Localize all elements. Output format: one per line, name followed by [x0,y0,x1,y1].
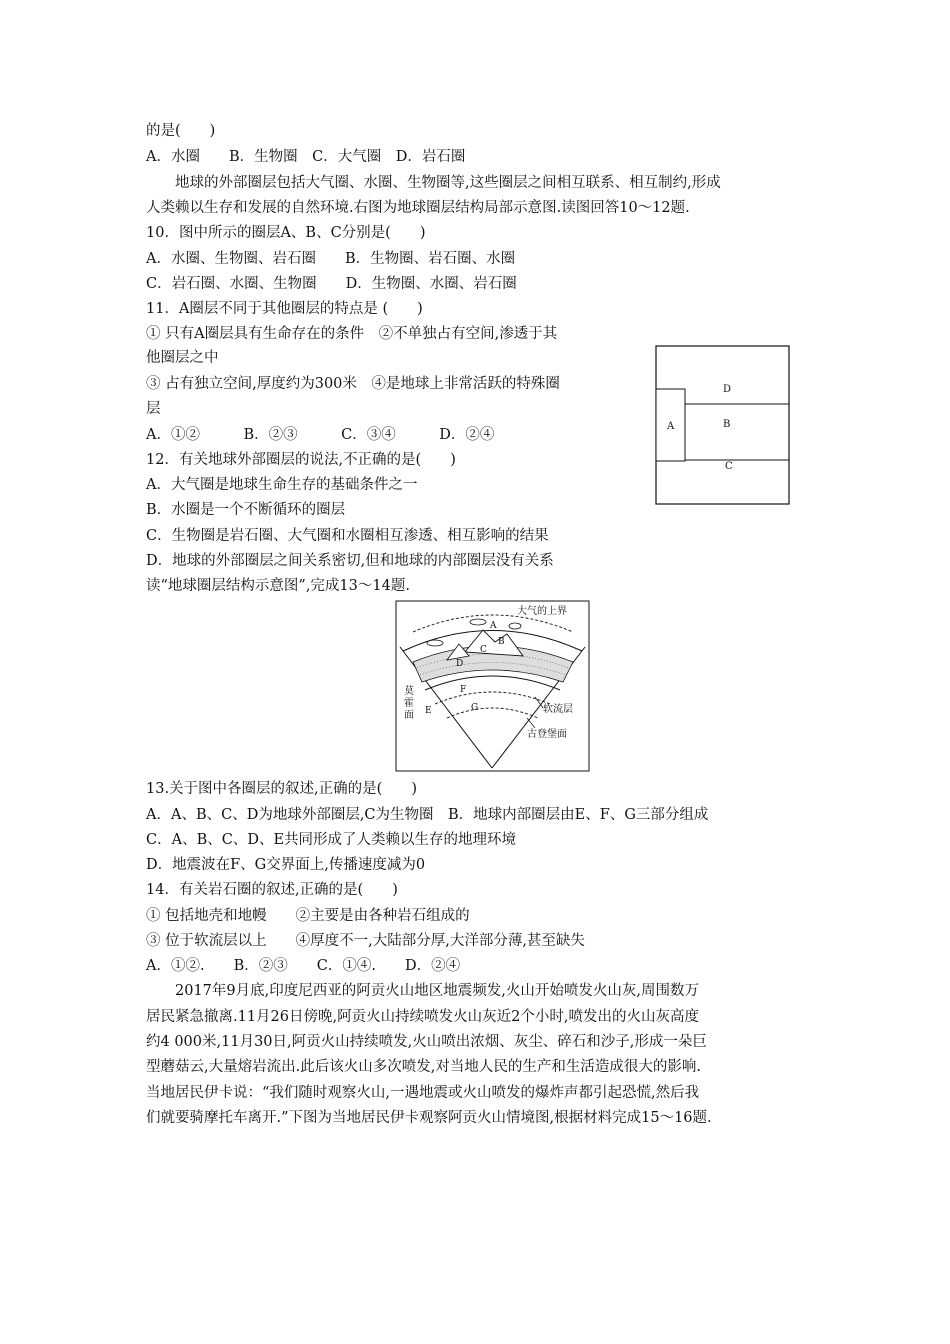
label-layer-g: G [471,703,479,713]
label-layer-c: C [480,645,487,655]
label-moho-3: 面 [404,710,414,721]
label-layer-b: B [498,637,505,647]
line-16: B．水圈是一个不断循环的圈层 [146,502,346,518]
label-layer-a: A [490,621,497,631]
line-13: A．①② B．②③ C．③④ D．②④ [146,427,495,443]
line-25: ① 包括地壳和地幔 ②主要是由各种岩石组成的 [146,908,470,924]
line-6: A．水圈、生物圈、岩石圈 B．生物圈、岩石圈、水圈 [146,251,516,267]
line-20: 13.关于图中各圈层的叙述,正确的是( ) [146,781,417,797]
label-a: A [667,421,675,432]
line-8: 11．A圈层不同于其他圈层的特点是 ( ) [146,301,423,317]
line-3: 地球的外部圈层包括大气圈、水圈、生物圈等,这些圈层之间相互联系、相互制约,形成 [146,175,721,191]
line-1: 的是( ) [146,123,216,139]
line-4: 人类赖以生存和发展的自然环境.右图为地球圈层结构局部示意图.读图回答10～12题. [146,200,690,216]
line-28: 2017年9月底,印度尼西亚的阿贡火山地区地震频发,火山开始喷发火山灰,周围数万 [146,983,699,999]
line-32: 当地居民伊卡说：“我们随时观察火山,一遇地震或火山喷发的爆炸声都引起恐慌,然后我 [146,1085,700,1101]
line-15: A．大气圈是地球生命生存的基础条件之一 [146,477,418,493]
line-5: 10．图中所示的圈层A、B、C分别是( ) [146,225,426,241]
earth-structure-figure [395,600,590,772]
line-21: A．A、B、C、D为地球外部圈层,C为生物圈 B．地球内部圈层由E、F、G三部分组成 [146,807,709,823]
line-23: D．地震波在F、G交界面上,传播速度减为0 [146,857,426,873]
line-30: 约4 000米,11月30日,阿贡火山持续喷发,火山喷出浓烟、灰尘、碎石和沙子,形成一朵巨 [146,1034,707,1050]
label-layer-f: F [460,685,467,695]
line-2: A．水圈 B．生物圈 C．大气圈 D．岩石圈 [146,149,466,165]
line-22: C．A、B、C、D、E共同形成了人类赖以生存的地理环境 [146,832,517,848]
line-26: ③ 位于软流层以上 ④厚度不一,大陆部分厚,大洋部分薄,甚至缺失 [146,933,585,949]
line-9: ① 只有A圈层具有生命存在的条件 ②不单独占有空间,渗透于其 [146,326,558,342]
line-17: C．生物圈是岩石圈、大气圈和水圈相互渗透、相互影响的结果 [146,528,549,544]
label-d: D [723,384,732,395]
line-11: ③ 占有独立空间,厚度约为300米 ④是地球上非常活跃的特殊圈 [146,376,560,392]
line-24: 14．有关岩石圈的叙述,正确的是( ) [146,882,398,898]
line-18: D．地球的外部圈层之间关系密切,但和地球的内部圈层没有关系 [146,553,554,569]
line-10: 他圈层之中 [146,350,219,366]
line-29: 居民紧急撤离.11月26日傍晚,阿贡火山持续喷发火山灰近2个小时,喷发出的火山灰高度 [146,1009,699,1025]
label-asthenosphere: 软流层 [543,704,573,715]
label-b: B [723,419,731,430]
label-upper-bound: 大气的上界 [517,606,567,617]
sphere-structure-figure [655,345,790,505]
line-14: 12．有关地球外部圈层的说法,不正确的是( ) [146,452,456,468]
line-31: 型蘑菇云,大量熔岩流出.此后该火山多次喷发,对当地人民的生产和生活造成很大的影响. [146,1059,701,1075]
line-27: A．①②. B．②③ C．①④. D．②④ [146,958,461,974]
label-moho-2: 霍 [404,698,414,709]
label-moho-1: 莫 [404,686,414,697]
label-c: C [725,461,733,472]
label-layer-d: D [456,659,464,669]
line-33: 们就要骑摩托车离开.”下图为当地居民伊卡观察阿贡火山情境图,根据材料完成15～16题. [146,1110,712,1126]
label-layer-e: E [425,706,432,716]
line-12: 层 [146,401,161,417]
line-7: C．岩石圈、水圈、生物圈 D．生物圈、水圈、岩石圈 [146,276,517,292]
label-gutenberg: 古登堡面 [527,729,567,740]
line-19: 读“地球圈层结构示意图”,完成13～14题. [146,578,410,594]
